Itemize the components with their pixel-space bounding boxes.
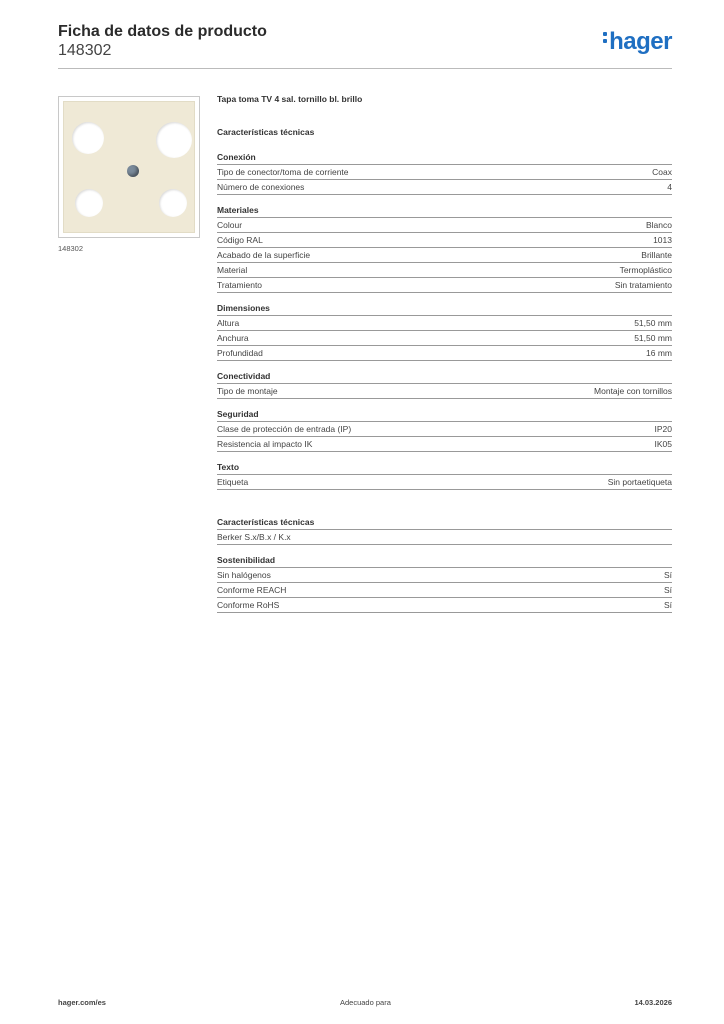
document-title: Ficha de datos de producto — [58, 23, 267, 40]
product-number: 148302 — [58, 42, 112, 59]
spec-row — [217, 165, 672, 180]
spec-value: Sí — [663, 600, 672, 610]
spec-label: Conforme REACH — [217, 585, 287, 595]
section-title: Sostenibilidad — [217, 554, 672, 568]
spec-section — [217, 516, 672, 545]
spec-row — [217, 331, 672, 346]
spec-label: Acabado de la superficie — [217, 250, 311, 260]
tech-heading-section — [217, 126, 672, 139]
spec-section — [217, 204, 672, 293]
tv-socket-cover-plate — [63, 101, 195, 233]
spec-label: Anchura — [217, 333, 249, 343]
spec-value: Sí — [663, 585, 672, 595]
spec-value: IK05 — [654, 439, 672, 449]
spec-label: Material — [217, 265, 248, 275]
spec-row — [217, 437, 672, 452]
spec-row — [217, 248, 672, 263]
spec-value: 1013 — [653, 235, 672, 245]
logo-text: hager — [609, 28, 672, 55]
spec-label: Resistencia al impacto IK — [217, 439, 313, 449]
spec-row — [217, 475, 672, 490]
spec-label: Tipo de conector/toma de corriente — [217, 167, 349, 177]
spec-section — [217, 554, 672, 613]
footer-website-link[interactable]: hager.com/es — [58, 998, 106, 1007]
spec-label: Conforme RoHS — [217, 600, 280, 610]
logo-dots-icon — [603, 29, 608, 46]
spec-value: 4 — [667, 182, 672, 192]
spec-value: Sin tratamiento — [614, 280, 672, 290]
spec-row — [217, 530, 672, 545]
spec-label: Colour — [217, 220, 243, 230]
spec-value: 51,50 mm — [634, 333, 672, 343]
spec-value: Sin portaetiqueta — [607, 477, 672, 487]
spec-label: Profundidad — [217, 348, 263, 358]
spec-row — [217, 316, 672, 331]
small-hole-bottom-right — [159, 189, 187, 217]
spec-label: Altura — [217, 318, 240, 328]
small-hole-bottom-left — [75, 189, 103, 217]
large-hole-top-left — [72, 122, 104, 154]
screw-icon — [127, 165, 139, 177]
spec-label: Clase de protección de entrada (IP) — [217, 424, 352, 434]
spec-section — [217, 151, 672, 195]
product-name: Tapa toma TV 4 sal. tornillo bl. brillo — [217, 94, 363, 104]
spec-label: Código RAL — [217, 235, 263, 245]
section-title: Texto — [217, 461, 672, 475]
spec-value: Blanco — [646, 220, 672, 230]
spec-section — [217, 302, 672, 361]
spec-row — [217, 598, 672, 613]
spec-label: Sin halógenos — [217, 570, 271, 580]
spec-content — [217, 94, 672, 622]
section-title: Conectividad — [217, 370, 672, 384]
spec-row — [217, 422, 672, 437]
spec-row — [217, 583, 672, 598]
spec-value: IP20 — [654, 424, 672, 434]
section-title: Dimensiones — [217, 302, 672, 316]
spec-value: Coax — [652, 167, 672, 177]
spec-row — [217, 568, 672, 583]
spec-value: Sí — [663, 570, 672, 580]
section-title: Conexión — [217, 151, 672, 165]
spec-row — [217, 346, 672, 361]
spec-value: Montaje con tornillos — [594, 386, 672, 396]
section-title: Características técnicas — [217, 516, 672, 530]
header-divider — [58, 68, 672, 69]
footer-date: 14.03.2026 — [634, 998, 672, 1007]
section-title: Seguridad — [217, 408, 672, 422]
spec-label: Berker S.x/B.x / K.x — [217, 532, 291, 542]
large-hole-top-right — [156, 122, 192, 158]
spec-row — [217, 384, 672, 399]
spec-value: Brillante — [641, 250, 672, 260]
tech-heading: Características técnicas — [217, 127, 315, 137]
section-title: Materiales — [217, 204, 672, 218]
spec-value: 51,50 mm — [634, 318, 672, 328]
spec-section — [217, 408, 672, 452]
spec-label: Número de conexiones — [217, 182, 305, 192]
spec-value: Termoplástico — [619, 265, 672, 275]
spec-section — [217, 461, 672, 490]
spec-row — [217, 233, 672, 248]
hager-logo — [603, 28, 672, 56]
spec-row — [217, 218, 672, 233]
spec-label: Etiqueta — [217, 477, 249, 487]
image-caption: 148302 — [58, 244, 84, 253]
document-header — [58, 22, 267, 60]
spec-row — [217, 180, 672, 195]
spec-row — [217, 263, 672, 278]
spec-value: 16 mm — [646, 348, 672, 358]
spec-label: Tipo de montaje — [217, 386, 278, 396]
product-image — [58, 96, 200, 238]
footer-suitable-for: Adecuado para — [340, 998, 391, 1007]
spec-section — [217, 370, 672, 399]
spec-row — [217, 278, 672, 293]
spec-label: Tratamiento — [217, 280, 263, 290]
